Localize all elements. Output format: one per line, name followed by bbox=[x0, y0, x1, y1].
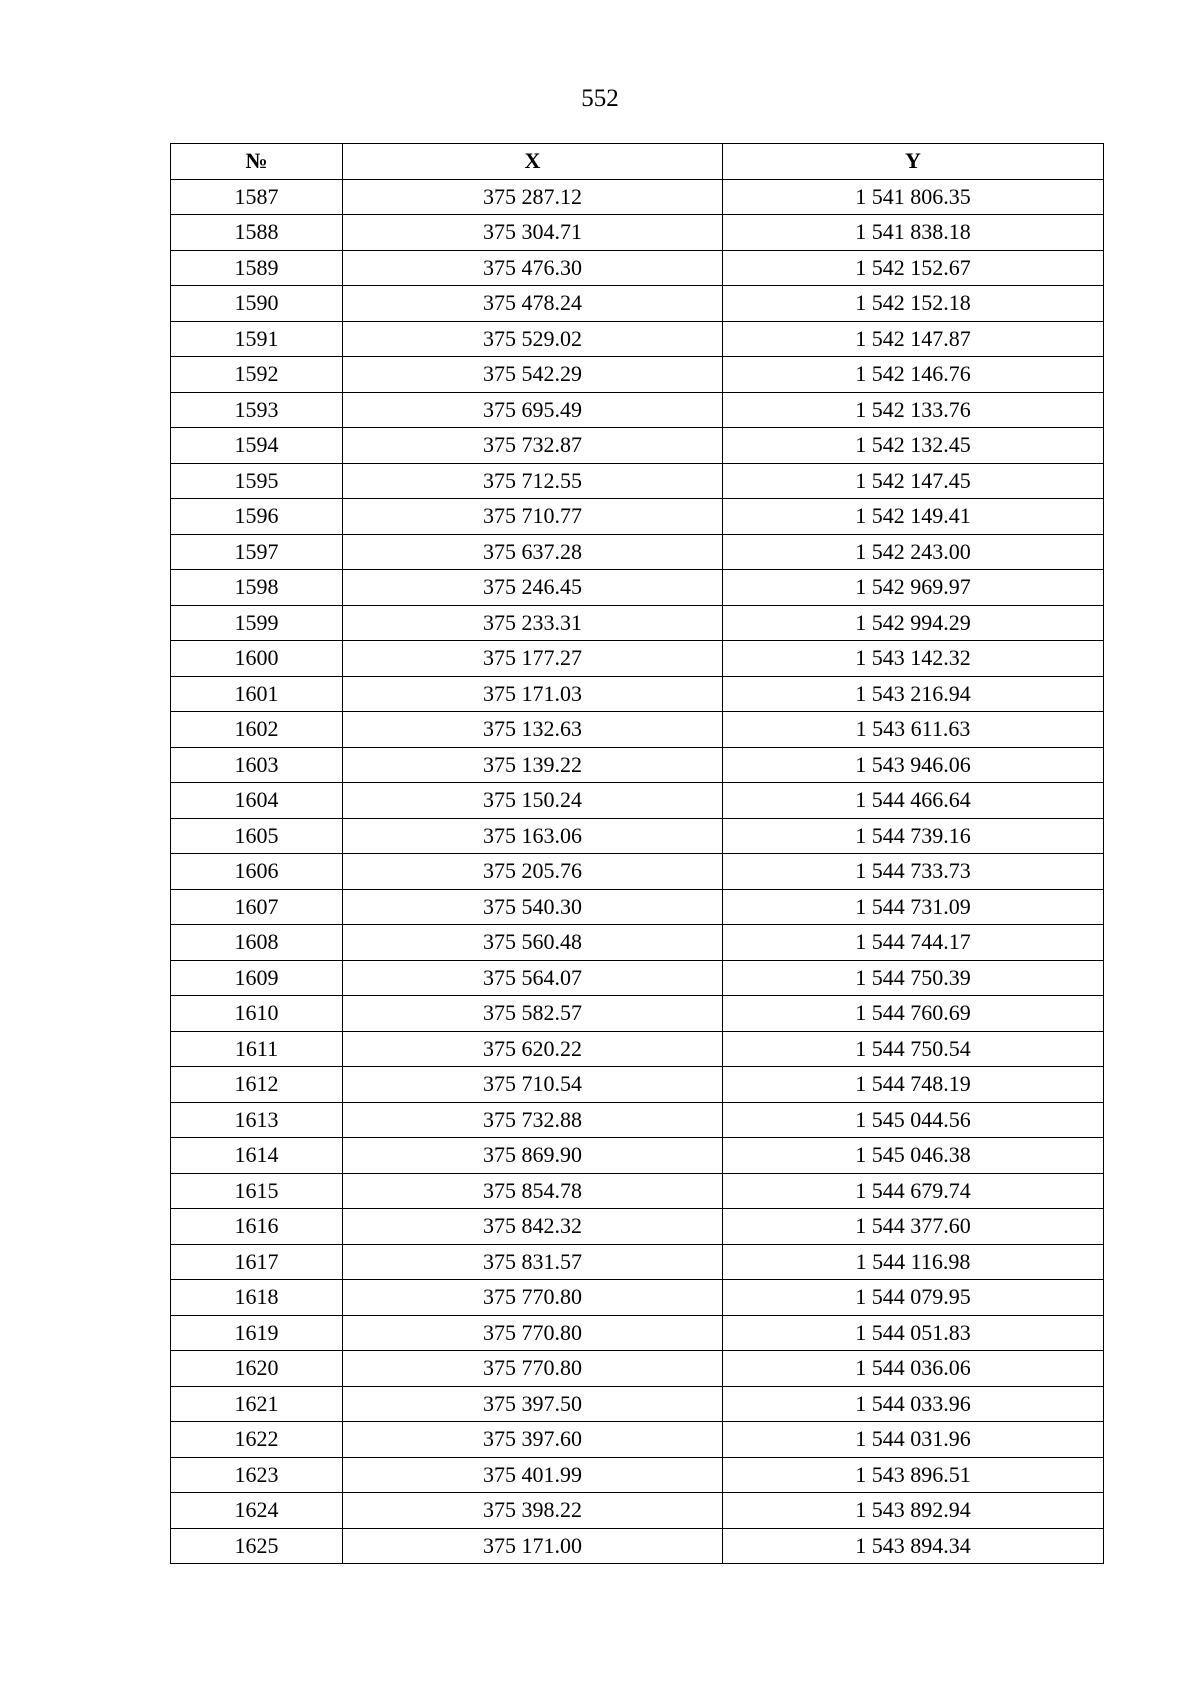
cell-y: 1 544 748.19 bbox=[723, 1067, 1104, 1103]
cell-number: 1617 bbox=[171, 1244, 343, 1280]
cell-y: 1 545 044.56 bbox=[723, 1102, 1104, 1138]
cell-x: 375 398.22 bbox=[343, 1493, 723, 1529]
cell-number: 1604 bbox=[171, 783, 343, 819]
table-row bbox=[171, 747, 1104, 783]
cell-number: 1595 bbox=[171, 463, 343, 499]
cell-y: 1 544 466.64 bbox=[723, 783, 1104, 819]
cell-y: 1 543 142.32 bbox=[723, 641, 1104, 677]
cell-y: 1 544 051.83 bbox=[723, 1315, 1104, 1351]
cell-y: 1 544 744.17 bbox=[723, 925, 1104, 961]
cell-number: 1591 bbox=[171, 321, 343, 357]
cell-x: 375 732.87 bbox=[343, 428, 723, 464]
cell-y: 1 543 216.94 bbox=[723, 676, 1104, 712]
cell-number: 1623 bbox=[171, 1457, 343, 1493]
cell-number: 1593 bbox=[171, 392, 343, 428]
cell-x: 375 397.60 bbox=[343, 1422, 723, 1458]
cell-y: 1 544 079.95 bbox=[723, 1280, 1104, 1316]
cell-number: 1600 bbox=[171, 641, 343, 677]
table-row bbox=[171, 1209, 1104, 1245]
cell-x: 375 560.48 bbox=[343, 925, 723, 961]
cell-x: 375 710.77 bbox=[343, 499, 723, 535]
cell-y: 1 543 896.51 bbox=[723, 1457, 1104, 1493]
cell-number: 1620 bbox=[171, 1351, 343, 1387]
cell-x: 375 540.30 bbox=[343, 889, 723, 925]
cell-y: 1 542 152.18 bbox=[723, 286, 1104, 322]
cell-x: 375 150.24 bbox=[343, 783, 723, 819]
cell-number: 1607 bbox=[171, 889, 343, 925]
cell-y: 1 544 739.16 bbox=[723, 818, 1104, 854]
cell-number: 1611 bbox=[171, 1031, 343, 1067]
cell-x: 375 854.78 bbox=[343, 1173, 723, 1209]
cell-x: 375 529.02 bbox=[343, 321, 723, 357]
cell-y: 1 544 760.69 bbox=[723, 996, 1104, 1032]
cell-number: 1610 bbox=[171, 996, 343, 1032]
table-row bbox=[171, 179, 1104, 215]
cell-x: 375 695.49 bbox=[343, 392, 723, 428]
cell-y: 1 543 894.34 bbox=[723, 1528, 1104, 1564]
cell-number: 1601 bbox=[171, 676, 343, 712]
cell-y: 1 544 031.96 bbox=[723, 1422, 1104, 1458]
cell-x: 375 171.03 bbox=[343, 676, 723, 712]
table-row bbox=[171, 1102, 1104, 1138]
cell-x: 375 177.27 bbox=[343, 641, 723, 677]
cell-y: 1 541 806.35 bbox=[723, 179, 1104, 215]
cell-y: 1 542 147.87 bbox=[723, 321, 1104, 357]
table-row bbox=[171, 392, 1104, 428]
table-row bbox=[171, 1173, 1104, 1209]
table-row bbox=[171, 250, 1104, 286]
cell-y: 1 545 046.38 bbox=[723, 1138, 1104, 1174]
table-row bbox=[171, 925, 1104, 961]
cell-number: 1615 bbox=[171, 1173, 343, 1209]
table-row bbox=[171, 1422, 1104, 1458]
cell-number: 1618 bbox=[171, 1280, 343, 1316]
header-number: № bbox=[171, 144, 343, 180]
cell-number: 1603 bbox=[171, 747, 343, 783]
cell-number: 1598 bbox=[171, 570, 343, 606]
cell-x: 375 582.57 bbox=[343, 996, 723, 1032]
table-row bbox=[171, 1244, 1104, 1280]
table-row bbox=[171, 818, 1104, 854]
page-number: 552 bbox=[581, 85, 619, 112]
cell-x: 375 770.80 bbox=[343, 1315, 723, 1351]
table-row bbox=[171, 996, 1104, 1032]
cell-number: 1622 bbox=[171, 1422, 343, 1458]
cell-number: 1605 bbox=[171, 818, 343, 854]
cell-number: 1590 bbox=[171, 286, 343, 322]
cell-number: 1592 bbox=[171, 357, 343, 393]
table-header-row bbox=[171, 144, 1104, 180]
table-row bbox=[171, 1031, 1104, 1067]
table-row bbox=[171, 676, 1104, 712]
cell-x: 375 542.29 bbox=[343, 357, 723, 393]
cell-x: 375 171.00 bbox=[343, 1528, 723, 1564]
cell-y: 1 543 946.06 bbox=[723, 747, 1104, 783]
cell-y: 1 543 892.94 bbox=[723, 1493, 1104, 1529]
table-row bbox=[171, 428, 1104, 464]
cell-y: 1 544 733.73 bbox=[723, 854, 1104, 890]
table-row bbox=[171, 534, 1104, 570]
table-row bbox=[171, 1067, 1104, 1103]
cell-y: 1 542 133.76 bbox=[723, 392, 1104, 428]
cell-x: 375 842.32 bbox=[343, 1209, 723, 1245]
cell-number: 1602 bbox=[171, 712, 343, 748]
cell-x: 375 163.06 bbox=[343, 818, 723, 854]
header-x: X bbox=[343, 144, 723, 180]
cell-y: 1 542 132.45 bbox=[723, 428, 1104, 464]
cell-number: 1614 bbox=[171, 1138, 343, 1174]
table-row bbox=[171, 1386, 1104, 1422]
header-y: Y bbox=[723, 144, 1104, 180]
cell-y: 1 544 036.06 bbox=[723, 1351, 1104, 1387]
cell-y: 1 544 033.96 bbox=[723, 1386, 1104, 1422]
cell-number: 1616 bbox=[171, 1209, 343, 1245]
cell-number: 1625 bbox=[171, 1528, 343, 1564]
table-row bbox=[171, 499, 1104, 535]
cell-number: 1587 bbox=[171, 179, 343, 215]
cell-y: 1 542 149.41 bbox=[723, 499, 1104, 535]
cell-x: 375 869.90 bbox=[343, 1138, 723, 1174]
cell-y: 1 544 377.60 bbox=[723, 1209, 1104, 1245]
cell-number: 1612 bbox=[171, 1067, 343, 1103]
table-row bbox=[171, 1351, 1104, 1387]
cell-x: 375 205.76 bbox=[343, 854, 723, 890]
table-row bbox=[171, 1280, 1104, 1316]
table-row bbox=[171, 960, 1104, 996]
cell-y: 1 544 731.09 bbox=[723, 889, 1104, 925]
cell-x: 375 401.99 bbox=[343, 1457, 723, 1493]
table-row bbox=[171, 1493, 1104, 1529]
table-body bbox=[171, 179, 1104, 1564]
cell-x: 375 637.28 bbox=[343, 534, 723, 570]
table-row bbox=[171, 570, 1104, 606]
cell-x: 375 620.22 bbox=[343, 1031, 723, 1067]
table-row bbox=[171, 1528, 1104, 1564]
table-row bbox=[171, 1138, 1104, 1174]
cell-x: 375 478.24 bbox=[343, 286, 723, 322]
table-row bbox=[171, 357, 1104, 393]
cell-y: 1 544 750.54 bbox=[723, 1031, 1104, 1067]
table-row bbox=[171, 463, 1104, 499]
table-row bbox=[171, 605, 1104, 641]
cell-y: 1 542 146.76 bbox=[723, 357, 1104, 393]
cell-number: 1609 bbox=[171, 960, 343, 996]
table-row bbox=[171, 854, 1104, 890]
cell-x: 375 770.80 bbox=[343, 1280, 723, 1316]
table-row bbox=[171, 286, 1104, 322]
cell-number: 1594 bbox=[171, 428, 343, 464]
cell-x: 375 712.55 bbox=[343, 463, 723, 499]
table-row bbox=[171, 783, 1104, 819]
table-row bbox=[171, 641, 1104, 677]
cell-y: 1 544 116.98 bbox=[723, 1244, 1104, 1280]
table-row bbox=[171, 215, 1104, 251]
cell-y: 1 541 838.18 bbox=[723, 215, 1104, 251]
cell-x: 375 831.57 bbox=[343, 1244, 723, 1280]
cell-y: 1 542 243.00 bbox=[723, 534, 1104, 570]
table-row bbox=[171, 1457, 1104, 1493]
coordinates-table bbox=[170, 143, 1104, 1564]
table-row bbox=[171, 712, 1104, 748]
cell-y: 1 542 994.29 bbox=[723, 605, 1104, 641]
cell-x: 375 770.80 bbox=[343, 1351, 723, 1387]
cell-x: 375 732.88 bbox=[343, 1102, 723, 1138]
cell-y: 1 542 969.97 bbox=[723, 570, 1104, 606]
cell-number: 1597 bbox=[171, 534, 343, 570]
cell-x: 375 287.12 bbox=[343, 179, 723, 215]
cell-number: 1624 bbox=[171, 1493, 343, 1529]
cell-number: 1596 bbox=[171, 499, 343, 535]
cell-number: 1588 bbox=[171, 215, 343, 251]
cell-y: 1 544 750.39 bbox=[723, 960, 1104, 996]
cell-number: 1606 bbox=[171, 854, 343, 890]
cell-x: 375 564.07 bbox=[343, 960, 723, 996]
cell-x: 375 476.30 bbox=[343, 250, 723, 286]
cell-number: 1613 bbox=[171, 1102, 343, 1138]
table-row bbox=[171, 321, 1104, 357]
cell-x: 375 132.63 bbox=[343, 712, 723, 748]
cell-x: 375 397.50 bbox=[343, 1386, 723, 1422]
cell-y: 1 542 152.67 bbox=[723, 250, 1104, 286]
cell-x: 375 710.54 bbox=[343, 1067, 723, 1103]
cell-x: 375 139.22 bbox=[343, 747, 723, 783]
cell-number: 1608 bbox=[171, 925, 343, 961]
cell-x: 375 233.31 bbox=[343, 605, 723, 641]
table-row bbox=[171, 1315, 1104, 1351]
cell-x: 375 246.45 bbox=[343, 570, 723, 606]
cell-y: 1 542 147.45 bbox=[723, 463, 1104, 499]
cell-number: 1599 bbox=[171, 605, 343, 641]
cell-number: 1589 bbox=[171, 250, 343, 286]
cell-number: 1621 bbox=[171, 1386, 343, 1422]
cell-number: 1619 bbox=[171, 1315, 343, 1351]
cell-x: 375 304.71 bbox=[343, 215, 723, 251]
table-row bbox=[171, 889, 1104, 925]
cell-y: 1 544 679.74 bbox=[723, 1173, 1104, 1209]
cell-y: 1 543 611.63 bbox=[723, 712, 1104, 748]
